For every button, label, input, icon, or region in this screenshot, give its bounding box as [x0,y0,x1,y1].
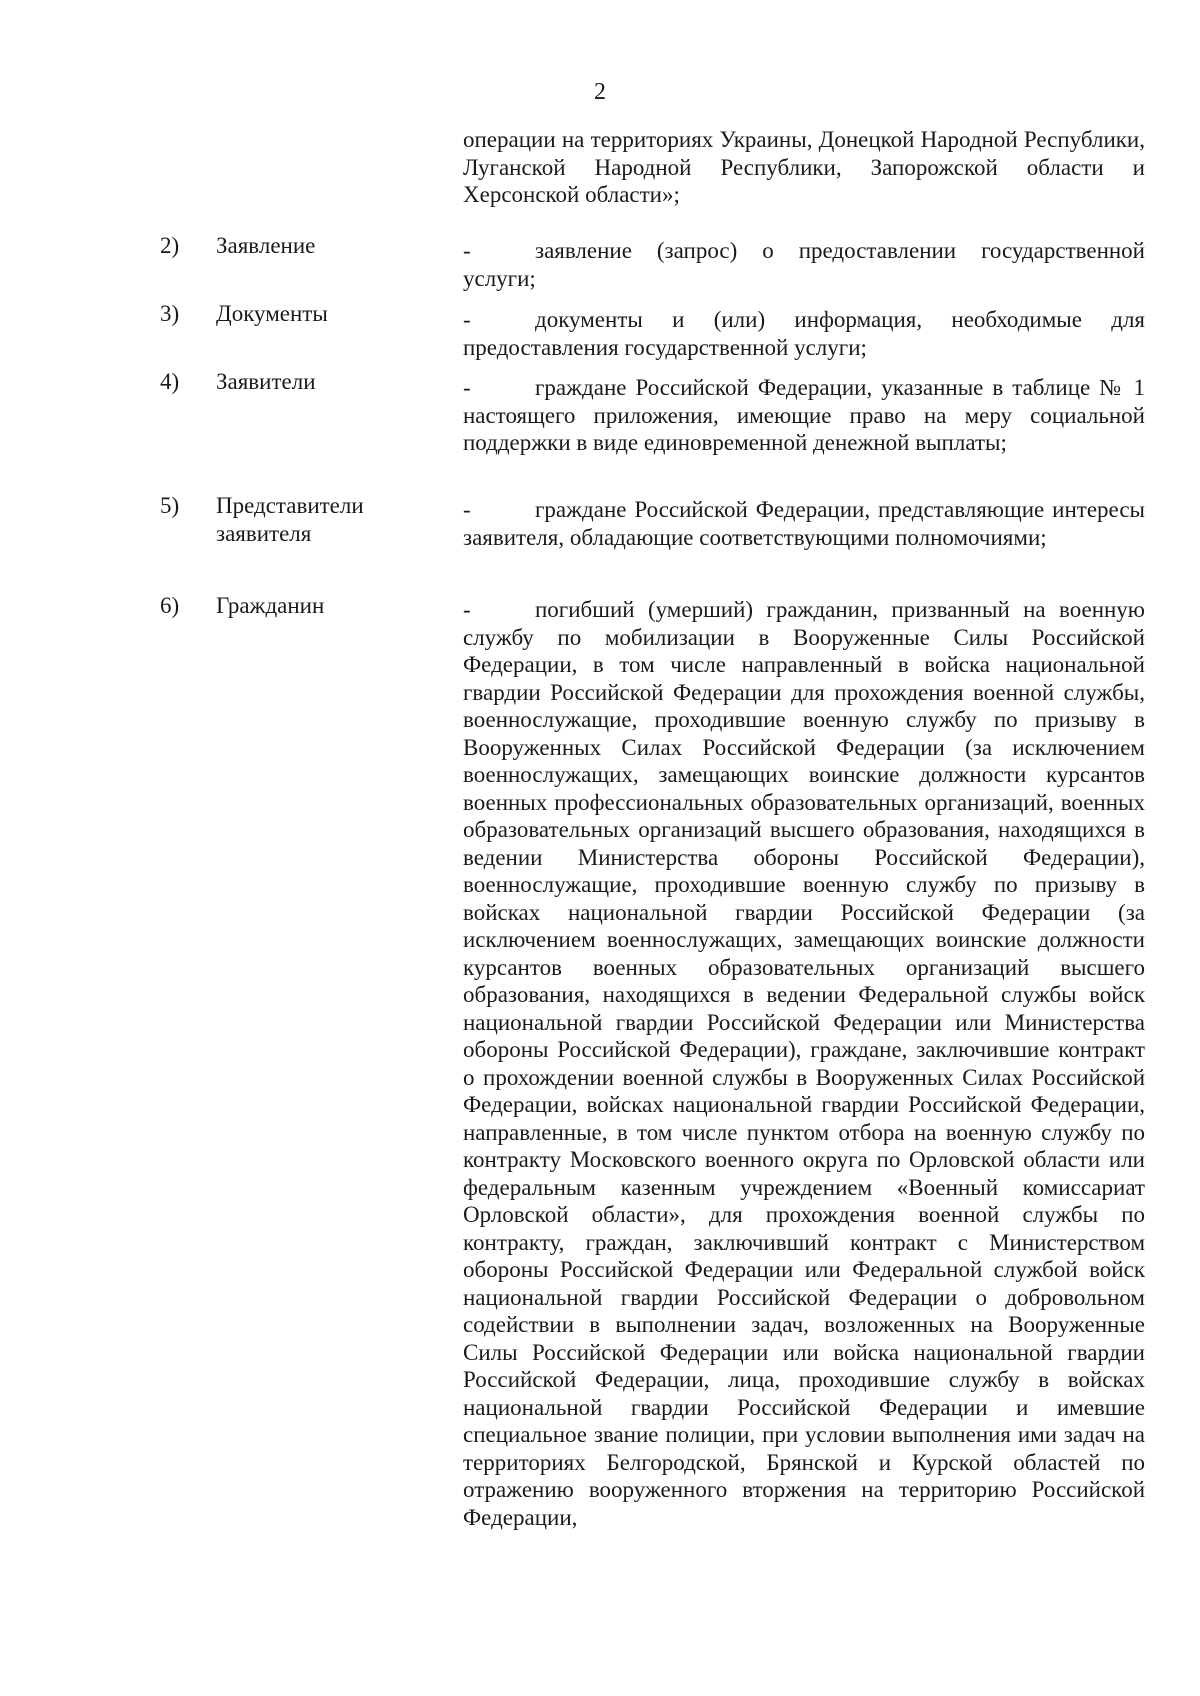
page-number: 2 [594,79,606,105]
item-number: 5) [160,493,180,518]
definition-body: заявление (запрос) о предоставлении государственной услуги; [463,238,1145,291]
definition-dash: - [463,497,471,522]
definition-dash: - [463,597,471,622]
definition-term: Документы [216,301,328,326]
definition-term: Представители заявителя [216,493,364,546]
definition-body: граждане Российской Федерации, представляющие интересы заявителя, обладающие соответствующими полномочиями; [463,497,1145,550]
continuation-text: операции на территориях Украины, Донецкой Народной Республики, Луганской Народной Республики, Запорожской области и Херсонской области»; [463,127,1145,207]
definition-dash: - [463,238,471,263]
definition-dash: - [463,375,471,400]
definition-text [463,306,1145,361]
item-number: 6) [160,593,180,618]
definition-body: документы и (или) информация, необходимые для предоставления государственной услуги; [463,307,1145,360]
definition-text [463,237,1145,292]
definition-term: Заявление [216,233,316,258]
definition-body: погибший (умерший) гражданин, призванный на военную службу по мобилизации в Вооруженные Силы Российской Федерации, в том числе направленный в войска национальной гвардии Российской Федерации для прохождения военной службы, военнослужащие, проходившие военную службу по призыву в Вооруженных Силах Российской Федерации (за исключением военнослужащих, замещающих воинские должности курсантов военных профессиональных образовательных организаций, военных образовательных организаций высшего образования, находящихся в ведении Министерства обороны Российской Федерации), военнослужащие, проходившие военную службу по призыву в войсках национальной гвардии Российской Федерации (за исключением военнослужащих, замещающих воинские должности курсантов военных образовательных организаций высшего образования, находящихся в ведении Федеральной службы войск национальной гвардии Российской Федерации или Министерства обороны Российской Федерации), граждане, заключившие контракт о прохождении военной службы в Вооруженных Силах Российской Федерации, войсках национальной гвардии Российской Федерации, направленные, в том числе пунктом отбора на военную службу по контракту Московского военного округа по Орловской области или федеральным казенным учреждением «Военный комиссариат Орловской области», для прохождения военной службы по контракту, граждан, заключивший контракт с Министерством обороны Российской Федерации или Федеральной службой войск национальной гвардии Российской Федерации о добровольном содействии в выполнении задач, возложенных на Вооруженные Силы Российской Федерации или войска национальной гвардии Российской Федерации, лица, проходившие службу в войсках национальной гвардии Российской Федерации и имевшие специальное звание полиции, при условии выполнения ими задач на территориях Белгородской, Брянской и Курской областей по отражению вооруженного вторжения на территорию Российской Федерации, [463,597,1145,1530]
definition-dash: - [463,307,471,332]
item-number: 2) [160,233,180,258]
definition-text [463,374,1145,457]
item-number: 3) [160,301,180,326]
definition-text [463,496,1145,551]
definition-body: граждане Российской Федерации, указанные в таблице № 1 настоящего приложения, имеющие право на меру социальной поддержки в виде единовременной денежной выплаты; [463,375,1145,455]
definition-term: Заявители [216,369,316,394]
definition-text [463,596,1145,1531]
definition-term: Гражданин [216,593,325,618]
item-number: 4) [160,369,180,394]
